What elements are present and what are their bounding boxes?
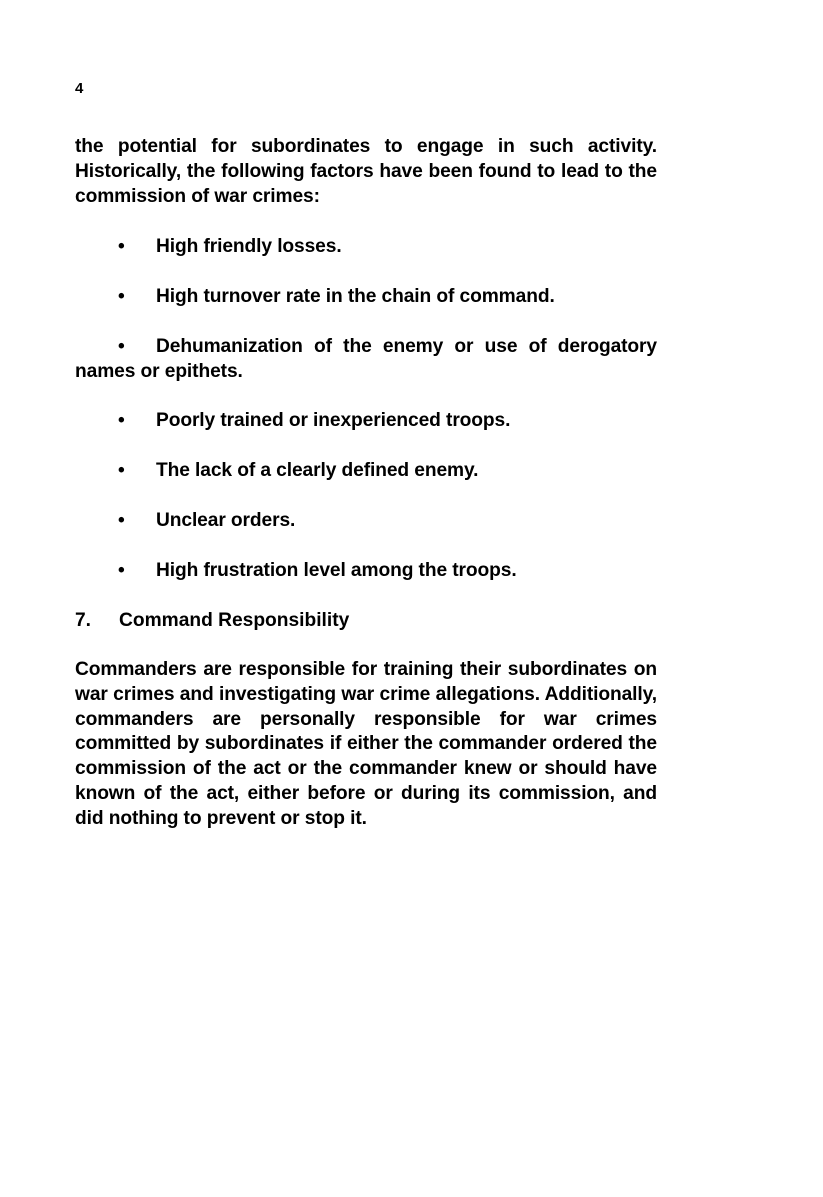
section-number: 7.: [75, 610, 92, 631]
list-item-text: High friendly losses.: [156, 236, 342, 257]
section-heading: [75, 609, 349, 634]
list-item-text: High frustration level among the troops.: [156, 560, 517, 581]
bullet-icon: •: [118, 236, 125, 257]
list-item-text: Unclear orders.: [156, 510, 296, 531]
bullet-icon: •: [118, 336, 125, 357]
list-item: [118, 235, 657, 260]
list-item: [75, 335, 657, 385]
list-item-text: Dehumanization of the enemy or use of derogatory names or epithets.: [75, 336, 657, 382]
list-item-text: Poorly trained or inexperienced troops.: [156, 410, 511, 431]
body-paragraph: Commanders are responsible for training their subordinates on war crimes and investigating war crime allegations. Additionally, commanders are personally responsible for war crimes committed by subordinates if either the commander ordered the commission of the act or the commander knew or should have known of the act, either before or during its commission, and did nothing to prevent or stop it.: [75, 659, 657, 829]
intro-paragraph: the potential for subordinates to engage in such activity. Historically, the following factors have been found to lead to the commission of war crimes:: [75, 136, 657, 207]
bullet-icon: •: [118, 410, 125, 431]
bullet-icon: •: [118, 510, 125, 531]
list-item: [118, 509, 657, 534]
list-item: [118, 459, 657, 484]
page-number: 4: [75, 80, 84, 97]
bullet-icon: •: [118, 460, 125, 481]
list-item: [118, 559, 657, 584]
section-title: Command Responsibility: [119, 610, 350, 631]
list-item: [118, 409, 657, 434]
bullet-icon: •: [118, 560, 125, 581]
bullet-icon: •: [118, 286, 125, 307]
list-item-text: High turnover rate in the chain of command.: [156, 286, 555, 307]
list-item: [118, 285, 657, 310]
list-item-text: The lack of a clearly defined enemy.: [156, 460, 479, 481]
